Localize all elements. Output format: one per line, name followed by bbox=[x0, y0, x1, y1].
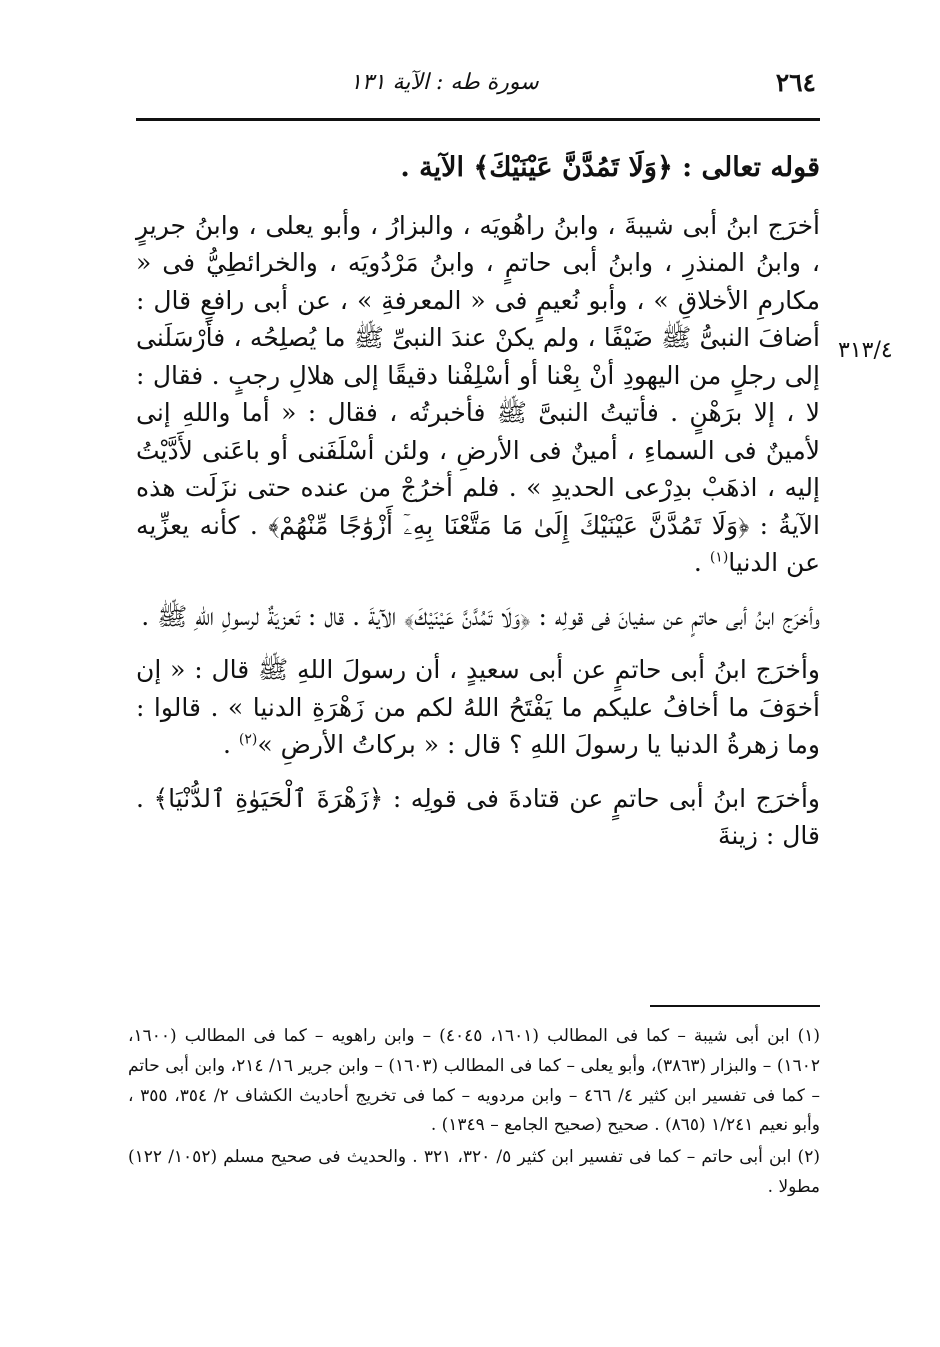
footnote-ref: (٢) bbox=[238, 731, 258, 748]
margin-reference: ٣١٣/٤ bbox=[838, 338, 893, 363]
paragraph-text: وأخرَج ابنُ أبى حاتمٍ عن قتادةَ فى قولِه : ﴿زَهْرَةَ ٱلْحَيَوٰةِ ٱلدُّنْيَا﴾ . قال : زينةَ bbox=[136, 783, 820, 850]
heading-lead: قوله تعالى : bbox=[682, 152, 820, 183]
paragraph-text: أخرَج ابنُ أبى شيبةَ ، وابنُ راهُويَه ، والبزارُ ، وأبو يعلى ، وابنُ جريرٍ ، وابنُ المنذرِ ، وابنُ أبى حاتمٍ ، وابنُ مَرْدُويَه ، والخرائطِيُّ فى « مكارمِ الأخلاقِ » ، وأبو نُعيمٍ فى « المعرفةِ » ، عن أبى رافعٍ قال : أضافَ النبىُّ ﷺ ضَيْفًا ، ولم يكنْ عندَ النبىِّ ﷺ ما يُصلِحُه ، فأرْسَلَنى إلى رجلٍ من اليهودِ أنْ بِعْنا أو أسْلِفْنا دقيقًا إلى هلالِ رجبٍ . فقال : لا ، إلا برَهْنٍ . فأتيتُ النبىَّ ﷺ فأخبرتُه ، فقال : « أما واللهِ إنى لأمينٌ فى السماءِ ، أمينٌ فى الأرضِ ، ولئن أسْلَفَنى أو باعَنى لأَدَّيْتُ إليه ، اذهَبْ بدِرْعى الحديدِ » . فلم أخرُجْ من عنده حتى نزَلَت هذه الآيةُ : ﴿وَلَا تَمُدَّنَّ عَيْنَيْكَ إِلَىٰ مَا مَتَّعْنَا بِهِۦٓ أَزْوَٰجًا مِّنْهُمْ﴾ . كأنه يعزِّيه عن الدنيا bbox=[136, 210, 820, 577]
footnotes bbox=[128, 1022, 820, 1205]
running-title: سورة طه : الآية ١٣١ bbox=[350, 70, 539, 95]
heading-verse: ﴿وَلَا تَمُدَّنَّ عَيْنَيْكَ﴾ bbox=[473, 152, 673, 183]
paragraph-3 bbox=[136, 651, 820, 764]
footnote-ref: (١) bbox=[709, 549, 729, 566]
footnote-1: (١) ابن أبى شيبة – كما فى المطالب (١٦٠١، ٤٠٤٥) – وابن راهويه – كما فى المطالب (١٦٠٠، ١٦٠٢) – والبزار (٣٨٦٣)، وأبو يعلى – كما فى المطالب (١٦٠٣) – وابن جرير ١٦/ ٢١٤، وابن أبى حاتم – كما فى تفسير ابن كثير ٤/ ٤٦٦ – وابن مردويه – كما فى تخريج أحاديث الكشاف ٢/ ٣٥٤، ٣٥٥ ، وأبو نعيم ١/٢٤١ (٨٦٥) . صحيح (صحيح الجامع – ١٣٤٩) . bbox=[128, 1026, 821, 1136]
paragraph-1 bbox=[136, 207, 820, 582]
page-header bbox=[140, 68, 816, 108]
paragraph-2 bbox=[136, 598, 820, 636]
paragraph-4 bbox=[136, 780, 820, 855]
paragraph-text: وأخرَج ابنُ أبى حاتمٍ عن سفيانَ فى قولِه : ﴿وَلَا تَمُدَّنَّ عَيْنَيْكَ﴾ الآيةَ . قال : تَعزيَةٌ لرسولِ اللهِ ﷺ . bbox=[141, 601, 820, 631]
footnote-rule bbox=[650, 1005, 820, 1007]
page-number: ٢٦٤ bbox=[775, 68, 816, 97]
header-rule bbox=[136, 118, 820, 121]
verse-heading bbox=[136, 148, 820, 189]
main-text bbox=[136, 148, 820, 871]
paragraph-end: . bbox=[222, 730, 239, 759]
footnote-2: (٢) ابن أبى حاتم – كما فى تفسير ابن كثير ٥/ ٣٢٠، ٣٢١ . والحديث فى صحيح مسلم (١٠٥٢/ ١٢٢) مطولا . bbox=[128, 1147, 820, 1197]
heading-tail: الآية . bbox=[400, 152, 465, 183]
paragraph-text: وأخرَج ابنُ أبى حاتمٍ عن أبى سعيدٍ ، أن رسولَ اللهِ ﷺ قال : « إن أخوَفَ ما أخافُ عليكم ما يَفْتَحُ اللهُ لكم من زَهْرَةِ الدنيا » . قالوا : وما زهرةُ الدنيا يا رسولَ اللهِ ؟ قال : « بركاتُ الأرضِ » bbox=[136, 655, 820, 759]
paragraph-end: . bbox=[693, 548, 710, 577]
